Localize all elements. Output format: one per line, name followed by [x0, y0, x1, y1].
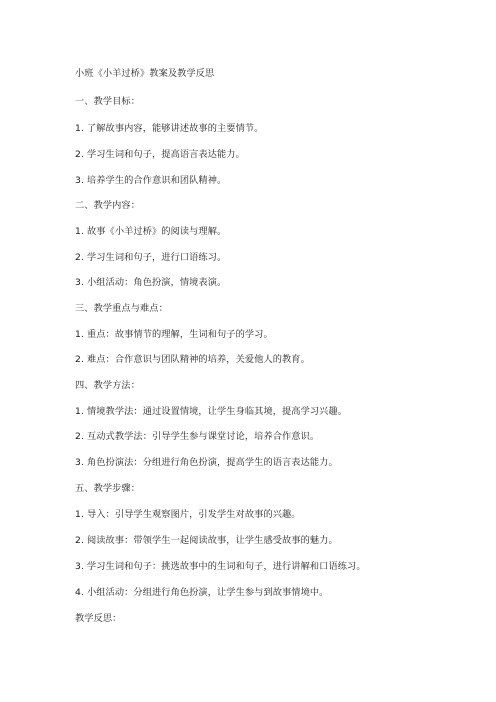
section-heading-objectives: 一、教学目标： [75, 96, 141, 107]
key-point-item-1: 1. 重点：故事情节的理解，生词和句子的学习。 [75, 329, 273, 340]
objective-item-1: 1. 了解故事内容，能够讲述故事的主要情节。 [75, 123, 264, 134]
content-item-3: 3. 小组活动：角色扮演，情境表演。 [75, 277, 227, 288]
objective-item-3: 3. 培养学生的合作意识和团队精神。 [75, 175, 227, 186]
step-item-3: 3. 学习生词和句子：挑选故事中的生词和句子，进行讲解和口语练习。 [75, 561, 366, 572]
content-item-2: 2. 学习生词和句子，进行口语练习。 [75, 252, 227, 263]
section-heading-reflection: 教学反思： [75, 613, 122, 624]
step-item-2: 2. 阅读故事：带领学生一起阅读故事，让学生感受故事的魅力。 [75, 535, 338, 546]
section-heading-steps: 五、教学步骤： [75, 483, 141, 494]
key-point-item-2: 2. 难点：合作意识与团队精神的培养，关爱他人的教育。 [75, 354, 310, 365]
section-heading-methods: 四、教学方法： [75, 380, 141, 391]
objective-item-2: 2. 学习生词和句子，提高语言表达能力。 [75, 149, 245, 160]
section-heading-content: 二、教学内容： [75, 200, 141, 211]
method-item-1: 1. 情境教学法：通过设置情境，让学生身临其境，提高学习兴趣。 [75, 406, 348, 417]
step-item-4: 4. 小组活动：分组进行角色扮演，让学生参与到故事情境中。 [75, 587, 329, 598]
content-item-1: 1. 故事《小羊过桥》的阅读与理解。 [75, 226, 227, 237]
document-title: 小班《小羊过桥》教案及教学反思 [75, 68, 215, 79]
step-item-1: 1. 导入：引导学生观察图片，引发学生对故事的兴趣。 [75, 509, 301, 520]
method-item-2: 2. 互动式教学法：引导学生参与课堂讨论，培养合作意识。 [75, 431, 320, 442]
method-item-3: 3. 角色扮演法：分组进行角色扮演，提高学生的语言表达能力。 [75, 457, 338, 468]
section-heading-key-points: 三、教学重点与难点： [75, 303, 168, 314]
